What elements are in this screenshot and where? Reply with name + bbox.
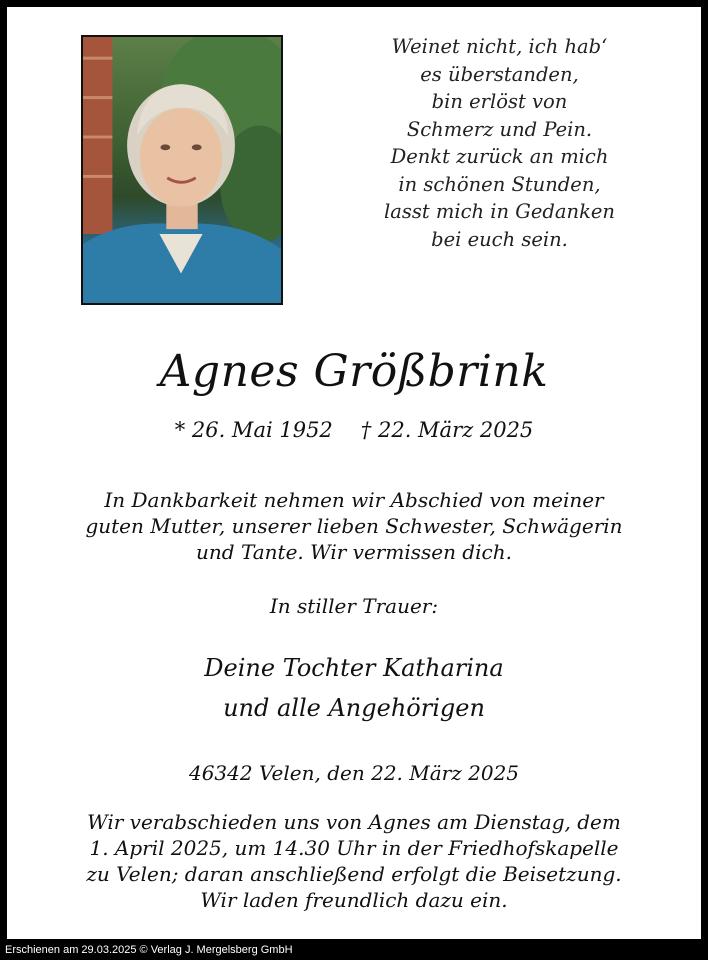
thanks-line: In Dankbarkeit nehmen wir Abschied von meiner xyxy=(104,488,604,512)
funeral-line: 1. April 2025, um 14.30 Uhr in der Friedhofskapelle xyxy=(89,836,619,860)
poem-line: bin erlöst von xyxy=(431,90,568,113)
mourners xyxy=(7,648,701,728)
poem-line: lasst mich in Gedanken xyxy=(383,200,615,223)
obituary-card xyxy=(7,7,701,939)
mourner-line: Deine Tochter Katharina xyxy=(204,654,504,682)
funeral-notice xyxy=(7,809,701,913)
deceased-name: Agnes Größbrink xyxy=(159,346,549,397)
death-date: † 22. März 2025 xyxy=(360,418,534,442)
funeral-line: Wir verabschieden uns von Agnes am Dienstag, dem xyxy=(87,810,621,834)
poem-line: in schönen Stunden, xyxy=(398,172,601,196)
birth-date: * 26. Mai 1952 xyxy=(174,418,333,442)
thanks-line: und Tante. Wir vermissen dich. xyxy=(196,540,512,564)
portrait-image xyxy=(83,37,281,303)
poem-line: Schmerz und Pein. xyxy=(406,117,593,141)
funeral-line: zu Velen; daran anschließend erfolgt die Beisetzung. xyxy=(86,862,622,886)
thanks-text xyxy=(7,487,701,565)
poem xyxy=(337,33,662,253)
funeral-line: Wir laden freundlich dazu ein. xyxy=(200,888,508,912)
thanks-line: guten Mutter, unserer lieben Schwester, Schwägerin xyxy=(85,514,623,538)
place-date: 46342 Velen, den 22. März 2025 xyxy=(188,761,520,785)
poem-line: bei euch sein. xyxy=(431,227,568,251)
poem-line: Denkt zurück an mich xyxy=(390,145,609,168)
poem-line: es überstanden, xyxy=(420,62,579,86)
publication-footer: Erschienen am 29.03.2025 © Verlag J. Mergelsberg GmbH xyxy=(5,944,293,956)
mourner-line: und alle Angehörigen xyxy=(223,694,485,722)
poem-line: Weinet nicht, ich hab‘ xyxy=(391,35,608,58)
portrait-photo xyxy=(81,35,283,305)
mourning-heading: In stiller Trauer: xyxy=(269,594,439,618)
life-dates xyxy=(7,415,701,445)
